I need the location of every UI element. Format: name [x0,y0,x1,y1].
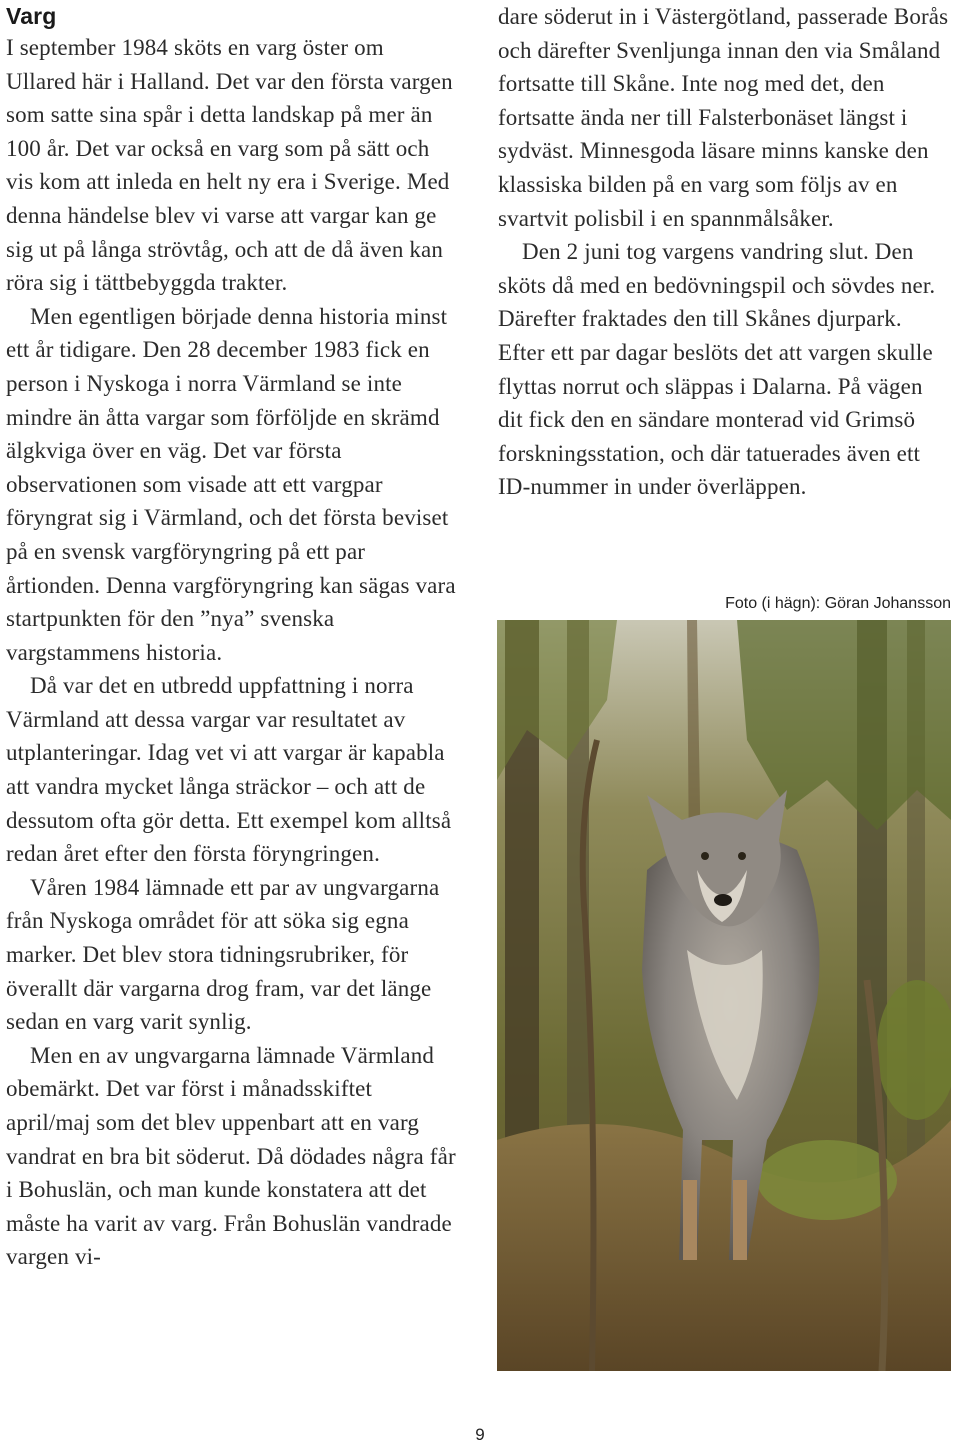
wolf-illustration [497,620,951,1371]
wolf-photo [497,620,951,1371]
article-heading: Varg [6,3,57,29]
photo-credit: Foto (i hägn): Göran Johansson [725,595,951,612]
page-number: 9 [475,1425,485,1444]
right-column [498,0,953,504]
paragraph-1: I september 1984 sköts en varg öster om Ullared här i Halland. Det var den första vargen som satte sina spår i detta landskap på mer än 100 år. Det var också en varg som på sätt och vis kom att inleda en helt ny era i Sverige. Med denna händelse blev vi varse att vargar kan ge sig ut på långa strövtåg, och att de då även kan röra sig i tättbebyggda trakter. [6,35,453,296]
paragraph-4: Våren 1984 lämnade ett par av ungvargarna från Nyskoga området för att söka sig egna marker. Det blev stora tidningsrubriker, för överallt där vargarna drog fram, var det länge sedan en varg varit synlig. [6,874,440,1035]
paragraph-2: Men egentligen började denna historia minst ett år tidigare. Den 28 december 1983 fick en person i Nyskoga i norra Värmland se inte mindre än åtta vargar som förföljde en skrämd älgkviga över en väg. Det var första observationen som visade att ett vargpar föryngrat sig i Värmland, och det första beviset på en svensk vargföryngring på ett par årtionden. Denna vargföryngring kan sägas vara startpunkten för den ”nya” svenska vargstammens historia. [6,303,456,665]
paragraph-5: Men en av ungvargarna lämnade Värmland obemärkt. Det var först i månadsskiftet april/maj som det blev uppenbart att en varg vandrat en bra bit söderut. Då dödades några får i Bohuslän, och man kunde konstatera att det måste ha varit av varg. Från Bohuslän vandrade vargen vi- [6,1042,456,1270]
paragraph-3: Då var det en utbredd uppfattning i norra Värmland att dessa vargar var resultatet av utplanteringar. Idag vet vi att vargar är kapabla att vandra mycket långa sträckor – och att de dessutom ofta gör detta. Ett exempel kom alltså redan året efter den första föryngringen. [6,673,452,867]
paragraph-6: dare söderut in i Västergötland, passerade Borås och därefter Svenljunga innan den via Småland fortsatte till Skåne. Inte nog med det, den fortsatte ända ner till Falsterbonäset längst i sydväst. Minnesgoda läsare minns kanske den klassiska bilden på en varg som följs av en svartvit polisbil i en spannmålsåker. [498,4,949,231]
paragraph-7: Den 2 juni tog vargens vandring slut. Den sköts då med en bedövningspil och sövdes ner. Därefter fraktades den till Skånes djurpark. Efter ett par dagar beslöts det att vargen skulle flyttas norrut och släppas i Dalarna. På vägen dit fick den en sändare monterad vid Grimsö forskningsstation, och där tatuerades även ett ID-nummer in under överläppen. [498,239,936,500]
left-column [6,0,458,1274]
